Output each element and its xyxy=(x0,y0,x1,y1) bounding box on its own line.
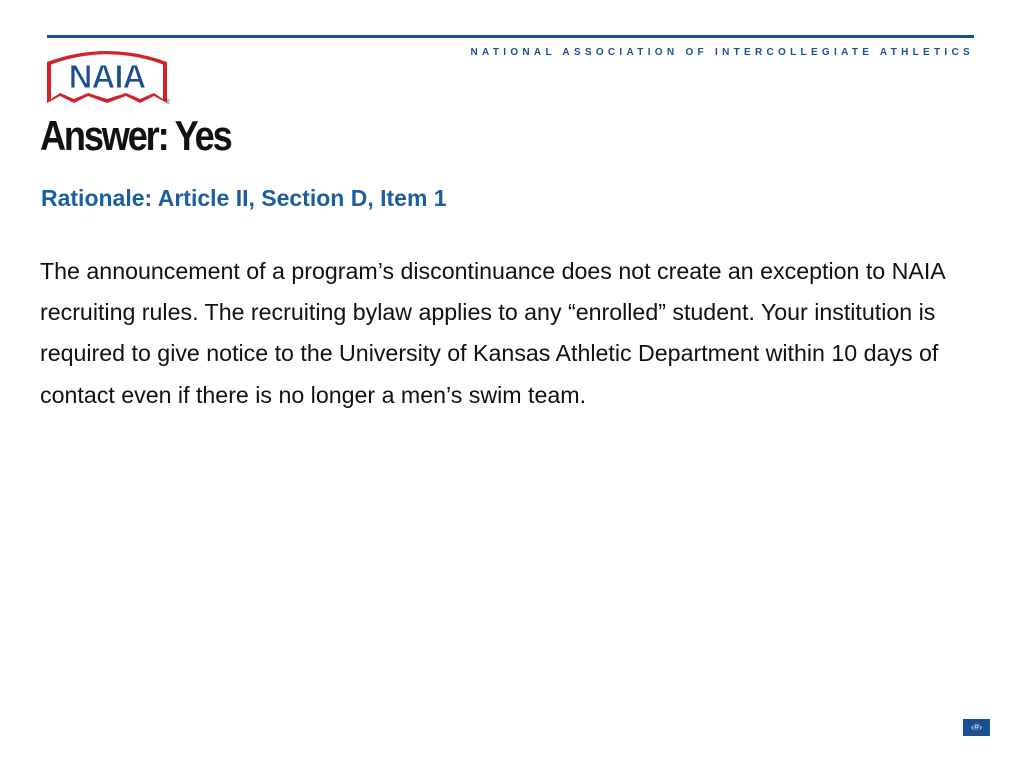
organization-name: NATIONAL ASSOCIATION OF INTERCOLLEGIATE ATHLETICS xyxy=(470,47,974,58)
slide-title: Answer: Yes xyxy=(40,112,231,159)
naia-logo xyxy=(44,44,170,106)
slide-body-text: The announcement of a program’s discontinuance does not create an exception to NAIA recruiting rules. The recruiting bylaw applies to any “enrolled” student. Your institution is required to give notice to the University of Kansas Athletic Department within 10 days of contact even if there is no longer a men’s swim team. xyxy=(40,258,945,408)
slide-subtitle: Rationale: Article II, Section D, Item 1 xyxy=(41,185,447,211)
naia-logo-graphic xyxy=(44,44,170,106)
header-rule xyxy=(47,35,974,38)
svg-text:®: ® xyxy=(166,100,170,106)
page-number-badge: ‹#› xyxy=(963,719,990,736)
logo-wordmark: NAIA xyxy=(68,58,146,95)
